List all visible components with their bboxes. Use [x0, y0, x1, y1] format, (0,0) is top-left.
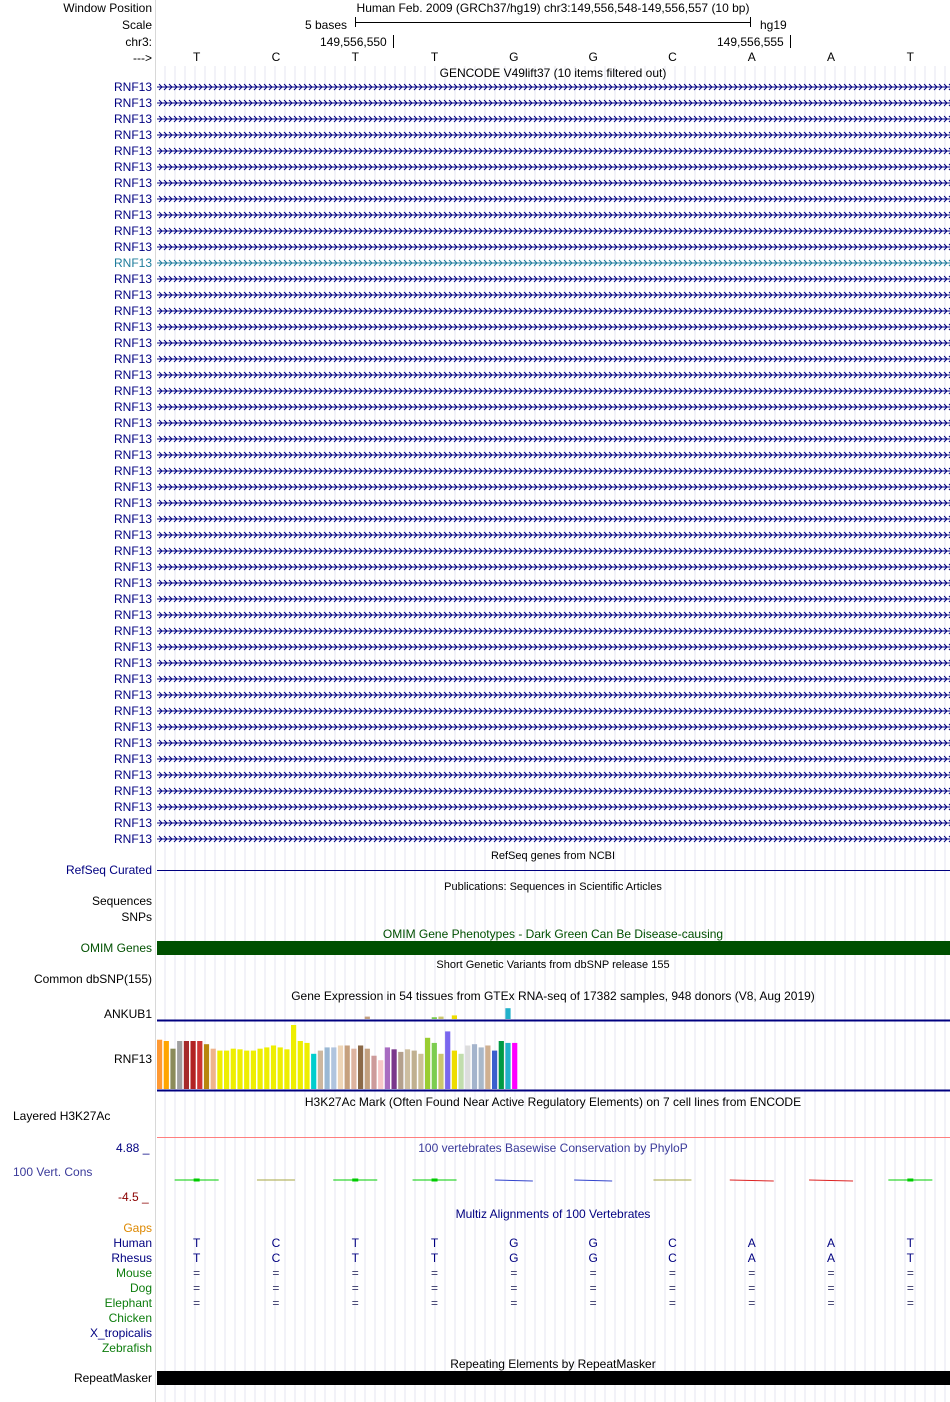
gencode-transcript-label[interactable]: RNF13: [113, 640, 152, 654]
coord-left: 149,556,550: [320, 35, 387, 49]
gencode-transcript-label[interactable]: RNF13: [113, 112, 152, 126]
multiz-base: C: [271, 1251, 281, 1265]
publications-label-sequences[interactable]: Sequences: [91, 894, 152, 908]
multiz-base: T: [351, 1236, 359, 1250]
gencode-transcript-label[interactable]: RNF13: [113, 816, 152, 830]
multiz-base: A: [827, 1251, 836, 1265]
multiz-base: =: [668, 1266, 676, 1280]
phylop-track-title[interactable]: 100 vertebrates Basewise Conservation by PhyloP: [418, 1141, 688, 1155]
multiz-base: T: [906, 1236, 915, 1250]
gencode-transcript-label[interactable]: RNF13: [113, 512, 152, 526]
gencode-transcript-label[interactable]: RNF13: [113, 208, 152, 222]
repeatmasker-track-label[interactable]: RepeatMasker: [73, 1371, 152, 1385]
omim-track-label[interactable]: OMIM Genes: [80, 941, 152, 955]
multiz-base: =: [748, 1281, 756, 1295]
gencode-transcript-label[interactable]: RNF13: [113, 384, 152, 398]
multiz-base: A: [827, 1236, 836, 1250]
multiz-base: =: [431, 1296, 439, 1310]
multiz-base: T: [351, 1251, 359, 1265]
multiz-base: C: [668, 1251, 677, 1265]
multiz-base: T: [906, 1251, 915, 1265]
gencode-transcript-label[interactable]: RNF13: [113, 320, 152, 334]
multiz-base: G: [588, 1251, 598, 1265]
gencode-transcript-label[interactable]: RNF13: [113, 416, 152, 430]
gencode-transcript-label[interactable]: RNF13: [113, 368, 152, 382]
multiz-base: =: [589, 1266, 597, 1280]
multiz-base: =: [272, 1281, 280, 1295]
multiz-base: =: [193, 1296, 201, 1310]
base-7: C: [668, 50, 677, 64]
multiz-base: C: [271, 1236, 281, 1250]
gencode-transcript-label[interactable]: RNF13: [113, 464, 152, 478]
refseq-track-title[interactable]: RefSeq genes from NCBI: [490, 850, 616, 862]
gencode-transcript-label[interactable]: RNF13: [113, 608, 152, 622]
multiz-base: =: [351, 1266, 359, 1280]
gencode-transcript-label[interactable]: RNF13: [113, 96, 152, 110]
multiz-base: =: [510, 1281, 518, 1295]
scale-label: Scale: [121, 18, 152, 32]
phylop-peak[interactable]: [907, 1179, 913, 1182]
base-3: T: [351, 50, 359, 64]
multiz-base: A: [747, 1251, 756, 1265]
multiz-base: T: [430, 1251, 439, 1265]
assembly-position-text: Human Feb. 2009 (GRCh37/hg19) chr3:149,556,548-149,556,557 (10 bp): [356, 1, 750, 15]
gencode-transcript-label[interactable]: RNF13: [113, 256, 152, 270]
window-position-label: Window Position: [63, 1, 152, 15]
gencode-track-title[interactable]: GENCODE V49lift37 (10 items filtered out): [439, 66, 667, 80]
gencode-transcript-label[interactable]: RNF13: [113, 576, 152, 590]
multiz-track-title[interactable]: Multiz Alignments of 100 Vertebrates: [455, 1207, 651, 1221]
gencode-transcript-label[interactable]: RNF13: [113, 704, 152, 718]
multiz-base: =: [510, 1266, 518, 1280]
multiz-base: =: [906, 1281, 914, 1295]
gencode-transcript-label[interactable]: RNF13: [113, 624, 152, 638]
gencode-transcript-label[interactable]: RNF13: [113, 528, 152, 542]
gencode-transcript-label[interactable]: RNF13: [113, 592, 152, 606]
multiz-base: =: [589, 1281, 597, 1295]
refseq-track-label[interactable]: RefSeq Curated: [65, 863, 152, 877]
omim-track-title[interactable]: OMIM Gene Phenotypes - Dark Green Can Be Disease-causing: [382, 927, 724, 941]
gencode-transcript-label[interactable]: RNF13: [113, 400, 152, 414]
multiz-base: T: [430, 1236, 439, 1250]
multiz-base: =: [827, 1296, 835, 1310]
phylop-peak[interactable]: [194, 1179, 200, 1182]
gencode-transcript-label[interactable]: RNF13: [113, 560, 152, 574]
base-10: T: [906, 50, 915, 64]
repeatmasker-track-title[interactable]: Repeating Elements by RepeatMasker: [450, 1357, 656, 1371]
publications-track-title[interactable]: Publications: Sequences in Scientific Articles: [444, 881, 662, 893]
gencode-transcript-label[interactable]: RNF13: [113, 304, 152, 318]
multiz-base: =: [748, 1296, 756, 1310]
gencode-transcript-label[interactable]: RNF13: [113, 800, 152, 814]
gencode-transcript-label[interactable]: RNF13: [113, 672, 152, 686]
multiz-species-label[interactable]: X_tropicalis: [89, 1326, 152, 1340]
gencode-transcript-label[interactable]: RNF13: [113, 128, 152, 142]
multiz-species-label[interactable]: Rhesus: [111, 1251, 152, 1265]
gencode-transcript-label[interactable]: RNF13: [113, 432, 152, 446]
multiz-base: =: [351, 1296, 359, 1310]
phylop-peak[interactable]: [432, 1179, 438, 1182]
dbsnp-track-title[interactable]: Short Genetic Variants from dbSNP release 155: [436, 959, 670, 971]
gencode-transcript-label[interactable]: RNF13: [113, 768, 152, 782]
gencode-transcript-label[interactable]: RNF13: [113, 448, 152, 462]
base-8: A: [747, 50, 756, 64]
gencode-transcript-label[interactable]: RNF13: [113, 336, 152, 350]
base-4: T: [430, 50, 439, 64]
scale-bases-text: 5 bases: [305, 18, 348, 32]
multiz-base: =: [431, 1281, 439, 1295]
multiz-base: =: [906, 1296, 914, 1310]
h3k27ac-track-label[interactable]: Layered H3K27Ac: [13, 1109, 111, 1123]
multiz-base: =: [668, 1296, 676, 1310]
base-1: T: [192, 50, 201, 64]
publications-label-snps[interactable]: SNPs: [121, 910, 152, 924]
multiz-base: G: [509, 1251, 519, 1265]
gencode-transcript-label[interactable]: RNF13: [113, 784, 152, 798]
multiz-species-label[interactable]: Elephant: [104, 1296, 152, 1310]
multiz-base: C: [668, 1236, 677, 1250]
gencode-transcript-label[interactable]: RNF13: [113, 544, 152, 558]
scale-db-text: hg19: [760, 18, 787, 32]
multiz-base: T: [192, 1251, 201, 1265]
base-9: A: [827, 50, 836, 64]
phylop-track-label[interactable]: 100 Vert. Cons: [13, 1165, 93, 1179]
gencode-transcript-label[interactable]: RNF13: [113, 80, 152, 94]
gencode-transcript-label[interactable]: RNF13: [113, 752, 152, 766]
gencode-transcript-label[interactable]: RNF13: [113, 192, 152, 206]
gencode-transcript-label[interactable]: RNF13: [113, 176, 152, 190]
base-2: C: [271, 50, 281, 64]
strand-label: --->: [133, 51, 152, 65]
gencode-transcript-label[interactable]: RNF13: [113, 224, 152, 238]
multiz-base: =: [510, 1296, 518, 1310]
gencode-transcript-label[interactable]: RNF13: [113, 272, 152, 286]
multiz-base: =: [272, 1266, 280, 1280]
multiz-base: =: [668, 1281, 676, 1295]
gencode-transcript-label[interactable]: RNF13: [113, 720, 152, 734]
gtex-gene1-label[interactable]: ANKUB1: [103, 1007, 152, 1021]
phylop-mark[interactable]: [730, 1180, 774, 1181]
multiz-base: =: [827, 1281, 835, 1295]
multiz-base: G: [509, 1236, 519, 1250]
gencode-transcript-label[interactable]: RNF13: [113, 832, 152, 846]
multiz-species-label[interactable]: Human: [113, 1236, 152, 1250]
coord-right: 149,556,555: [717, 35, 784, 49]
gencode-transcript-label[interactable]: RNF13: [113, 352, 152, 366]
h3k27ac-track-title[interactable]: H3K27Ac Mark (Often Found Near Active Regulatory Elements) on 7 cell lines from ENCODE: [304, 1095, 802, 1109]
gencode-transcript-label[interactable]: RNF13: [113, 240, 152, 254]
multiz-base: A: [747, 1236, 756, 1250]
gencode-transcript-label[interactable]: RNF13: [113, 688, 152, 702]
chrom-label: chr3:: [125, 35, 152, 49]
gencode-transcript-label[interactable]: RNF13: [113, 496, 152, 510]
gencode-transcript-label[interactable]: RNF13: [113, 480, 152, 494]
gencode-transcript-label[interactable]: RNF13: [113, 144, 152, 158]
gencode-transcript-label[interactable]: RNF13: [113, 160, 152, 174]
multiz-species-label[interactable]: Mouse: [115, 1266, 152, 1280]
phylop-mark[interactable]: [495, 1180, 533, 1181]
multiz-base: G: [588, 1236, 598, 1250]
multiz-base: =: [351, 1281, 359, 1295]
multiz-species-label[interactable]: Zebrafish: [101, 1341, 152, 1355]
phylop-max-label: 4.88 _: [116, 1141, 150, 1155]
multiz-base: =: [589, 1296, 597, 1310]
gencode-transcript-label[interactable]: RNF13: [113, 736, 152, 750]
repeatmasker-feature-bar[interactable]: [157, 1371, 950, 1385]
multiz-base: =: [906, 1266, 914, 1280]
gtex-track-title[interactable]: Gene Expression in 54 tissues from GTEx RNA-seq of 17382 samples, 948 donors (V8, Aug 2019): [291, 989, 815, 1003]
phylop-peak[interactable]: [352, 1179, 358, 1182]
base-5: G: [509, 50, 519, 64]
multiz-base: =: [431, 1266, 439, 1280]
multiz-base: =: [272, 1296, 280, 1310]
multiz-gaps-label: Gaps: [123, 1221, 152, 1235]
multiz-base: =: [827, 1266, 835, 1280]
multiz-base: T: [192, 1236, 201, 1250]
gencode-transcript-label[interactable]: RNF13: [113, 288, 152, 302]
multiz-species-label[interactable]: Chicken: [108, 1311, 152, 1325]
multiz-base: =: [193, 1266, 201, 1280]
phylop-min-label: -4.5 _: [118, 1190, 149, 1204]
multiz-base: =: [193, 1281, 201, 1295]
gencode-transcript-label[interactable]: RNF13: [113, 656, 152, 670]
dbsnp-track-label[interactable]: Common dbSNP(155): [33, 972, 152, 986]
gtex-gene2-label[interactable]: RNF13: [113, 1052, 152, 1066]
phylop-mark[interactable]: [574, 1180, 612, 1181]
base-6: G: [588, 50, 598, 64]
multiz-base: =: [748, 1266, 756, 1280]
phylop-mark[interactable]: [809, 1180, 853, 1181]
multiz-species-label[interactable]: Dog: [129, 1281, 152, 1295]
